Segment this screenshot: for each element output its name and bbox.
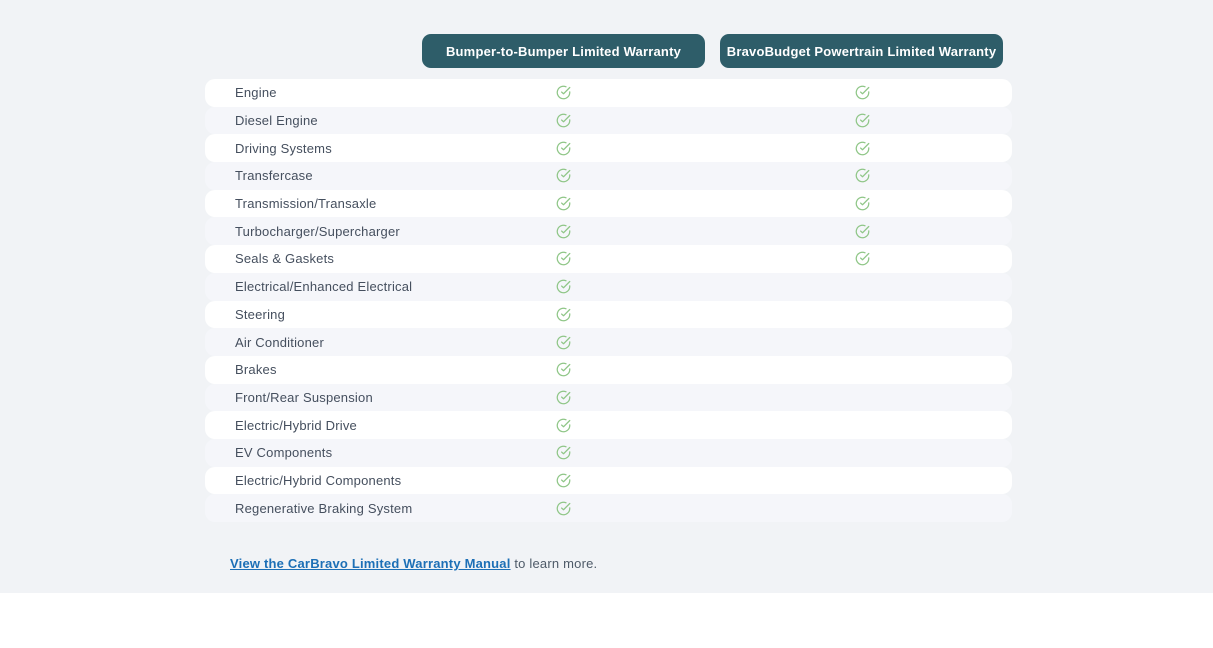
table-row: [205, 245, 1012, 273]
check-circle-icon: [555, 362, 571, 378]
row-label: Regenerative Braking System: [235, 500, 413, 516]
row-label: Air Conditioner: [235, 334, 324, 350]
check-circle-icon: [854, 140, 870, 156]
row-label: Electric/Hybrid Components: [235, 472, 402, 488]
table-row: [205, 301, 1012, 329]
row-label: Electric/Hybrid Drive: [235, 417, 357, 433]
table-row: [205, 217, 1012, 245]
table-row: [205, 384, 1012, 412]
check-circle-icon: [854, 113, 870, 129]
check-circle-icon: [854, 251, 870, 267]
table-row: [205, 273, 1012, 301]
row-label: Diesel Engine: [235, 113, 318, 129]
row-label: Driving Systems: [235, 140, 332, 156]
check-circle-icon: [854, 223, 870, 239]
page-background: [0, 593, 1213, 648]
check-circle-icon: [555, 472, 571, 488]
table-row: [205, 328, 1012, 356]
warranty-table-rows: [205, 79, 1012, 522]
table-row: [205, 411, 1012, 439]
row-label: Brakes: [235, 362, 277, 378]
table-row: [205, 162, 1012, 190]
check-circle-icon: [555, 196, 571, 212]
check-circle-icon: [854, 85, 870, 101]
table-row: [205, 107, 1012, 135]
check-circle-icon: [555, 417, 571, 433]
warranty-manual-note-suffix: to learn more.: [510, 556, 598, 571]
check-circle-icon: [555, 334, 571, 350]
table-row: [205, 190, 1012, 218]
check-circle-icon: [555, 251, 571, 267]
check-circle-icon: [555, 140, 571, 156]
row-label: Transmission/Transaxle: [235, 196, 377, 212]
check-circle-icon: [555, 223, 571, 239]
table-row: [205, 494, 1012, 522]
bumper-to-bumper-warranty-button[interactable]: Bumper-to-Bumper Limited Warranty: [422, 34, 705, 68]
row-label: Engine: [235, 85, 277, 101]
row-label: Steering: [235, 306, 286, 322]
row-label: Turbocharger/Supercharger: [235, 223, 400, 239]
check-circle-icon: [854, 168, 870, 184]
table-row: [205, 356, 1012, 384]
check-circle-icon: [555, 85, 571, 101]
check-circle-icon: [555, 445, 571, 461]
warranty-manual-link[interactable]: View the CarBravo Limited Warranty Manual: [230, 556, 511, 571]
row-label: Electrical/Enhanced Electrical: [235, 279, 413, 295]
row-label: Seals & Gaskets: [235, 251, 335, 267]
check-circle-icon: [555, 500, 571, 516]
table-row: [205, 467, 1012, 495]
table-row: [205, 79, 1012, 107]
row-label: Transfercase: [235, 168, 313, 184]
powertrain-warranty-button[interactable]: BravoBudget Powertrain Limited Warranty: [720, 34, 1003, 68]
row-label: EV Components: [235, 445, 333, 461]
check-circle-icon: [555, 306, 571, 322]
check-circle-icon: [854, 196, 870, 212]
check-circle-icon: [555, 168, 571, 184]
row-label: Front/Rear Suspension: [235, 389, 373, 405]
table-row: [205, 439, 1012, 467]
check-circle-icon: [555, 389, 571, 405]
warranty-manual-note: [230, 556, 597, 571]
table-row: [205, 134, 1012, 162]
check-circle-icon: [555, 279, 571, 295]
check-circle-icon: [555, 113, 571, 129]
